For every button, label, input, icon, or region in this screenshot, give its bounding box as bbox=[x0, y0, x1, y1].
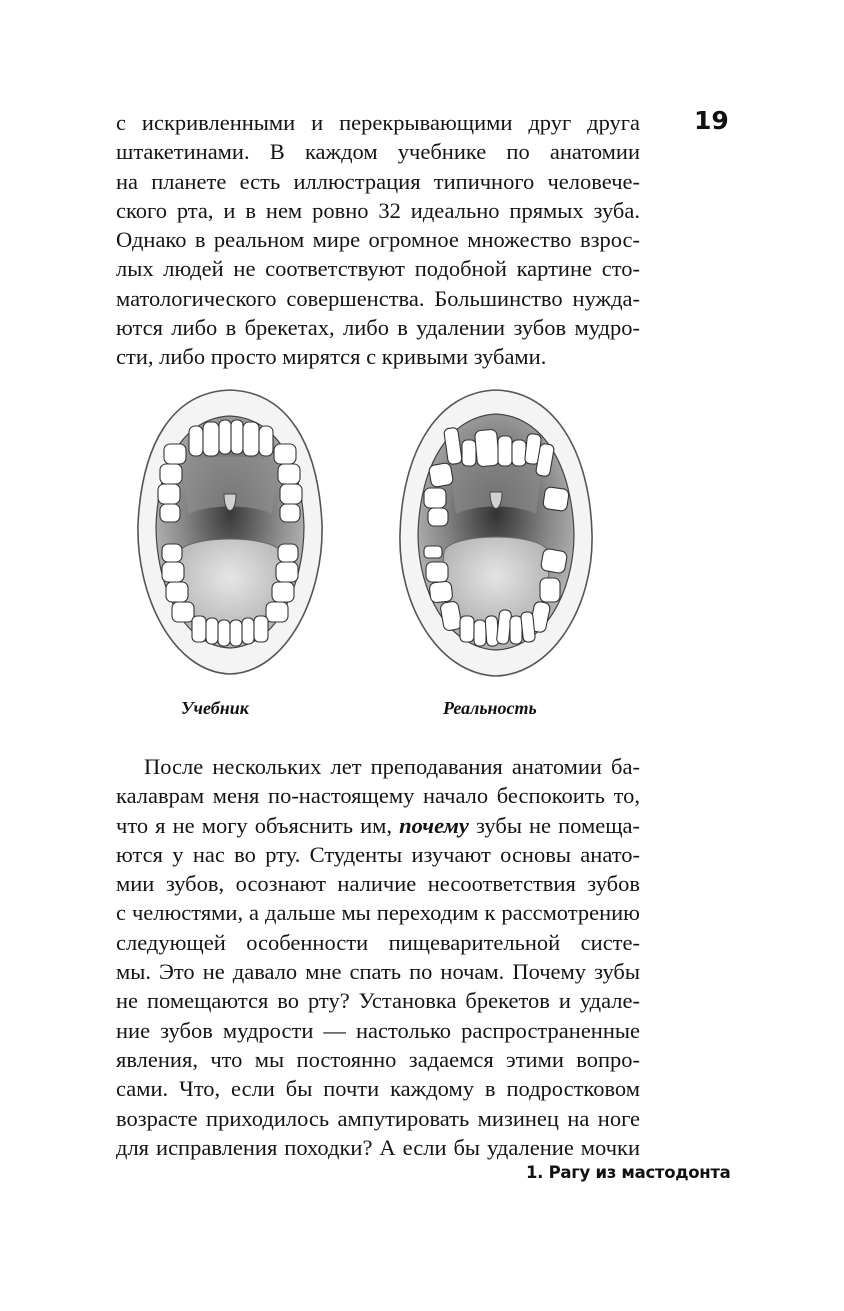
emphasis-word: почему bbox=[399, 812, 469, 838]
text-line: для исправления походки? А если бы удаление мочки bbox=[116, 1134, 640, 1160]
text-line: матологического совершенства. Большинство нужда- bbox=[116, 285, 640, 311]
paragraph-2 bbox=[116, 752, 640, 1162]
text-line: После нескольких лет преподавания анатомии ба- bbox=[144, 754, 640, 779]
text-line: штакетинами. В каждом учебнике по анатомии bbox=[116, 139, 640, 165]
text-line: сами. Что, если бы почти каждому в подростковом bbox=[116, 1076, 640, 1102]
text-line: мии зубов, осознают наличие несоответствия зубов bbox=[116, 871, 640, 897]
text-line: ются либо в брекетах, либо в удалении зубов мудро- bbox=[116, 315, 640, 341]
text-line: Однако в реальном мире огромное множество взрос- bbox=[116, 227, 640, 253]
text-line: с челюстями, а дальше мы переходим к рассмотрению bbox=[116, 900, 640, 926]
text-line: калаврам меня по-настоящему начало беспокоить то, bbox=[116, 783, 640, 809]
paragraph-1 bbox=[116, 108, 640, 372]
text-line: мы. Это не давало мне спать по ночам. Почему зубы bbox=[116, 959, 640, 985]
textbook-mouth-illustration bbox=[132, 384, 328, 680]
text-span: зубы не помеща- bbox=[468, 812, 640, 838]
text-span: что я не могу объяснить им, bbox=[116, 812, 400, 838]
text-line: ются у нас во рту. Студенты изучают основы анато- bbox=[116, 841, 640, 867]
running-footer: 1. Рагу из мастодонта bbox=[526, 1163, 731, 1182]
text-line: лых людей не соответствуют подобной картине сто- bbox=[116, 256, 640, 282]
figure-caption-reality: Реальность bbox=[443, 698, 537, 718]
text-line: следующей особенности пищеварительной систе- bbox=[116, 929, 640, 955]
text-line: не помещаются во рту? Установка брекетов и удале- bbox=[116, 988, 640, 1014]
text-line: с искривленными и перекрывающими друг друга bbox=[116, 110, 640, 135]
text-line: ского рта, и в нем ровно 32 идеально прямых зуба. bbox=[116, 197, 640, 223]
text-line: ние зубов мудрости — настолько распространенные bbox=[116, 1017, 640, 1043]
text-line: возрасте приходилось ампутировать мизинец на ноге bbox=[116, 1105, 640, 1131]
mouth-crooked-teeth-icon bbox=[394, 384, 598, 680]
text-line: на планете есть иллюстрация типичного человече- bbox=[116, 168, 640, 194]
text-line: сти, либо просто мирятся с кривыми зубами. bbox=[116, 344, 547, 370]
figure-caption-textbook: Учебник bbox=[181, 698, 249, 718]
page-number: 19 bbox=[694, 106, 729, 135]
mouth-straight-teeth-icon bbox=[132, 384, 328, 680]
reality-mouth-illustration bbox=[394, 384, 598, 680]
text-line-with-emphasis bbox=[116, 811, 640, 840]
text-line: явления, что мы постоянно задаемся этими вопро- bbox=[116, 1046, 640, 1072]
